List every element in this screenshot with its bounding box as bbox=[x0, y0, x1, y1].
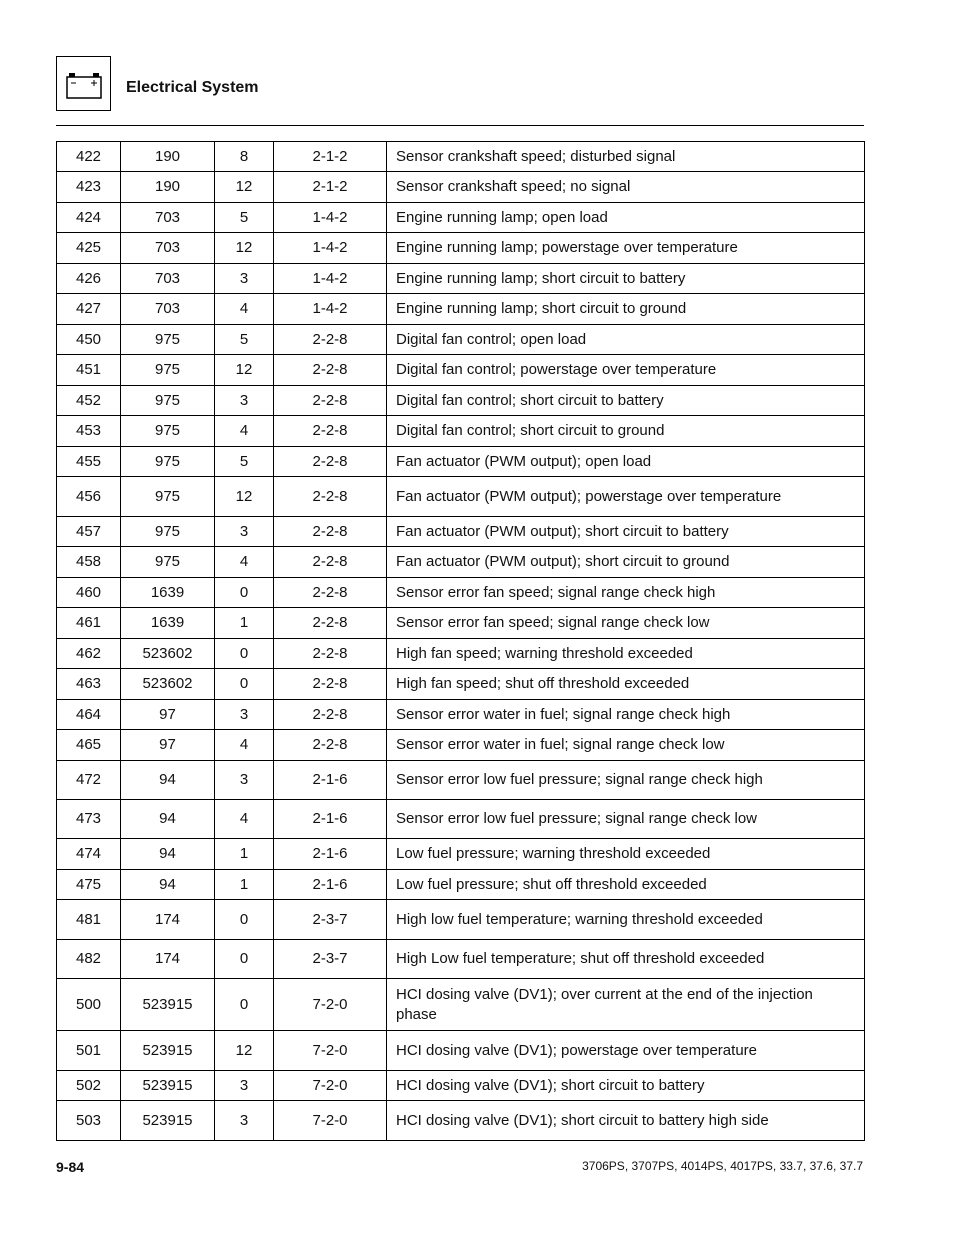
blink-code-cell: 2-3-7 bbox=[274, 900, 387, 940]
description-cell: High fan speed; shut off threshold exceeded bbox=[387, 669, 865, 700]
blink-code-cell: 7-2-0 bbox=[274, 1101, 387, 1141]
table-row bbox=[57, 386, 865, 416]
table-row bbox=[57, 578, 865, 608]
fmi-cell: 1 bbox=[215, 608, 274, 639]
fault-number-cell: 461 bbox=[57, 608, 121, 639]
blink-code-cell: 7-2-0 bbox=[274, 1071, 387, 1101]
page-number: 9-84 bbox=[56, 1159, 85, 1175]
fault-number-cell: 481 bbox=[57, 900, 121, 940]
fmi-cell: 3 bbox=[215, 700, 274, 730]
table-row bbox=[57, 294, 865, 325]
blink-code-cell: 2-2-8 bbox=[274, 355, 387, 386]
table-row bbox=[57, 477, 865, 517]
table-row bbox=[57, 639, 865, 669]
table-row bbox=[57, 416, 865, 447]
fault-number-cell: 451 bbox=[57, 355, 121, 386]
table-row bbox=[57, 355, 865, 386]
table-row bbox=[57, 142, 865, 172]
description-cell: Sensor error water in fuel; signal range check low bbox=[387, 730, 865, 761]
fmi-cell: 3 bbox=[215, 517, 274, 547]
blink-code-cell: 7-2-0 bbox=[274, 979, 387, 1031]
table-row bbox=[57, 608, 865, 639]
spn-cell: 523915 bbox=[121, 1101, 215, 1141]
fmi-cell: 5 bbox=[215, 447, 274, 477]
spn-cell: 523915 bbox=[121, 1071, 215, 1101]
table-row bbox=[57, 870, 865, 900]
fault-number-cell: 462 bbox=[57, 639, 121, 669]
fault-number-cell: 472 bbox=[57, 761, 121, 800]
spn-cell: 1639 bbox=[121, 578, 215, 608]
blink-code-cell: 2-1-6 bbox=[274, 800, 387, 839]
fault-number-cell: 482 bbox=[57, 940, 121, 979]
table-row bbox=[57, 839, 865, 870]
spn-cell: 975 bbox=[121, 416, 215, 447]
table-row bbox=[57, 1101, 865, 1141]
blink-code-cell: 2-2-8 bbox=[274, 517, 387, 547]
spn-cell: 975 bbox=[121, 355, 215, 386]
fault-number-cell: 450 bbox=[57, 325, 121, 355]
fmi-cell: 0 bbox=[215, 578, 274, 608]
fault-number-cell: 426 bbox=[57, 264, 121, 294]
spn-cell: 190 bbox=[121, 142, 215, 172]
fault-number-cell: 500 bbox=[57, 979, 121, 1031]
blink-code-cell: 2-2-8 bbox=[274, 730, 387, 761]
blink-code-cell: 2-2-8 bbox=[274, 386, 387, 416]
spn-cell: 523915 bbox=[121, 979, 215, 1031]
spn-cell: 94 bbox=[121, 870, 215, 900]
spn-cell: 174 bbox=[121, 940, 215, 979]
table-row bbox=[57, 700, 865, 730]
fault-number-cell: 425 bbox=[57, 233, 121, 264]
spn-cell: 523915 bbox=[121, 1031, 215, 1071]
description-cell: HCI dosing valve (DV1); short circuit to battery high side bbox=[387, 1101, 865, 1141]
fmi-cell: 12 bbox=[215, 172, 274, 203]
table-row bbox=[57, 940, 865, 979]
blink-code-cell: 2-3-7 bbox=[274, 940, 387, 979]
description-cell: Fan actuator (PWM output); open load bbox=[387, 447, 865, 477]
blink-code-cell: 7-2-0 bbox=[274, 1031, 387, 1071]
fmi-cell: 4 bbox=[215, 547, 274, 578]
fmi-cell: 5 bbox=[215, 325, 274, 355]
table-row bbox=[57, 325, 865, 355]
fault-number-cell: 464 bbox=[57, 700, 121, 730]
table-row bbox=[57, 761, 865, 800]
blink-code-cell: 2-2-8 bbox=[274, 639, 387, 669]
spn-cell: 703 bbox=[121, 294, 215, 325]
fault-number-cell: 453 bbox=[57, 416, 121, 447]
spn-cell: 523602 bbox=[121, 669, 215, 700]
spn-cell: 703 bbox=[121, 233, 215, 264]
description-cell: Digital fan control; short circuit to battery bbox=[387, 386, 865, 416]
description-cell: Sensor error fan speed; signal range check high bbox=[387, 578, 865, 608]
table-row bbox=[57, 264, 865, 294]
fault-number-cell: 465 bbox=[57, 730, 121, 761]
spn-cell: 174 bbox=[121, 900, 215, 940]
blink-code-cell: 1-4-2 bbox=[274, 294, 387, 325]
blink-code-cell: 2-2-8 bbox=[274, 416, 387, 447]
blink-code-cell: 2-2-8 bbox=[274, 608, 387, 639]
fault-number-cell: 463 bbox=[57, 669, 121, 700]
spn-cell: 523602 bbox=[121, 639, 215, 669]
description-cell: HCI dosing valve (DV1); short circuit to battery bbox=[387, 1071, 865, 1101]
table-row bbox=[57, 730, 865, 761]
description-cell: Engine running lamp; short circuit to ground bbox=[387, 294, 865, 325]
fmi-cell: 3 bbox=[215, 1101, 274, 1141]
blink-code-cell: 1-4-2 bbox=[274, 233, 387, 264]
description-cell: Engine running lamp; short circuit to battery bbox=[387, 264, 865, 294]
spn-cell: 190 bbox=[121, 172, 215, 203]
fault-number-cell: 423 bbox=[57, 172, 121, 203]
description-cell: HCI dosing valve (DV1); powerstage over temperature bbox=[387, 1031, 865, 1071]
description-cell: Low fuel pressure; shut off threshold exceeded bbox=[387, 870, 865, 900]
fmi-cell: 4 bbox=[215, 416, 274, 447]
description-cell: Digital fan control; open load bbox=[387, 325, 865, 355]
fmi-cell: 4 bbox=[215, 730, 274, 761]
blink-code-cell: 2-1-6 bbox=[274, 870, 387, 900]
table-row bbox=[57, 547, 865, 578]
table-row bbox=[57, 1031, 865, 1071]
model-list: 3706PS, 3707PS, 4014PS, 4017PS, 33.7, 37.6, 37.7 bbox=[582, 1159, 863, 1173]
blink-code-cell: 2-1-2 bbox=[274, 142, 387, 172]
table-row bbox=[57, 172, 865, 203]
fmi-cell: 12 bbox=[215, 233, 274, 264]
fault-number-cell: 422 bbox=[57, 142, 121, 172]
spn-cell: 94 bbox=[121, 800, 215, 839]
fmi-cell: 4 bbox=[215, 294, 274, 325]
header-rule bbox=[56, 125, 864, 126]
blink-code-cell: 2-2-8 bbox=[274, 547, 387, 578]
blink-code-cell: 2-2-8 bbox=[274, 325, 387, 355]
spn-cell: 975 bbox=[121, 447, 215, 477]
fmi-cell: 0 bbox=[215, 669, 274, 700]
fault-number-cell: 456 bbox=[57, 477, 121, 517]
description-cell: High low fuel temperature; warning threshold exceeded bbox=[387, 900, 865, 940]
table-row bbox=[57, 203, 865, 233]
fault-number-cell: 475 bbox=[57, 870, 121, 900]
description-cell: Fan actuator (PWM output); powerstage over temperature bbox=[387, 477, 865, 517]
description-cell: Fan actuator (PWM output); short circuit to battery bbox=[387, 517, 865, 547]
fault-number-cell: 473 bbox=[57, 800, 121, 839]
table-row bbox=[57, 517, 865, 547]
table-row bbox=[57, 233, 865, 264]
description-cell: Engine running lamp; powerstage over temperature bbox=[387, 233, 865, 264]
fmi-cell: 12 bbox=[215, 1031, 274, 1071]
description-cell: Sensor error fan speed; signal range check low bbox=[387, 608, 865, 639]
fmi-cell: 4 bbox=[215, 800, 274, 839]
description-cell: Sensor error water in fuel; signal range check high bbox=[387, 700, 865, 730]
description-cell: Sensor error low fuel pressure; signal range check low bbox=[387, 800, 865, 839]
table-row bbox=[57, 1071, 865, 1101]
fmi-cell: 0 bbox=[215, 900, 274, 940]
spn-cell: 94 bbox=[121, 839, 215, 870]
fmi-cell: 3 bbox=[215, 761, 274, 800]
blink-code-cell: 2-2-8 bbox=[274, 578, 387, 608]
section-icon-box bbox=[56, 56, 111, 111]
fmi-cell: 5 bbox=[215, 203, 274, 233]
section-title: Electrical System bbox=[126, 79, 259, 96]
description-cell: Digital fan control; short circuit to ground bbox=[387, 416, 865, 447]
spn-cell: 703 bbox=[121, 264, 215, 294]
blink-code-cell: 2-2-8 bbox=[274, 477, 387, 517]
fmi-cell: 1 bbox=[215, 870, 274, 900]
fault-number-cell: 424 bbox=[57, 203, 121, 233]
blink-code-cell: 2-2-8 bbox=[274, 447, 387, 477]
fmi-cell: 12 bbox=[215, 477, 274, 517]
description-cell: Digital fan control; powerstage over temperature bbox=[387, 355, 865, 386]
table-row bbox=[57, 447, 865, 477]
fault-code-rows bbox=[57, 142, 865, 1141]
description-cell: High fan speed; warning threshold exceeded bbox=[387, 639, 865, 669]
spn-cell: 97 bbox=[121, 700, 215, 730]
description-cell: Sensor error low fuel pressure; signal range check high bbox=[387, 761, 865, 800]
fmi-cell: 8 bbox=[215, 142, 274, 172]
table-row bbox=[57, 800, 865, 839]
fault-number-cell: 474 bbox=[57, 839, 121, 870]
fault-number-cell: 455 bbox=[57, 447, 121, 477]
fault-number-cell: 502 bbox=[57, 1071, 121, 1101]
spn-cell: 975 bbox=[121, 517, 215, 547]
battery-icon bbox=[66, 71, 102, 99]
table-row bbox=[57, 669, 865, 700]
fault-code-table bbox=[56, 141, 865, 1141]
spn-cell: 703 bbox=[121, 203, 215, 233]
fault-number-cell: 457 bbox=[57, 517, 121, 547]
description-cell: Low fuel pressure; warning threshold exceeded bbox=[387, 839, 865, 870]
blink-code-cell: 2-1-6 bbox=[274, 839, 387, 870]
fmi-cell: 1 bbox=[215, 839, 274, 870]
fmi-cell: 3 bbox=[215, 386, 274, 416]
fault-number-cell: 427 bbox=[57, 294, 121, 325]
spn-cell: 975 bbox=[121, 547, 215, 578]
description-cell: Engine running lamp; open load bbox=[387, 203, 865, 233]
blink-code-cell: 2-2-8 bbox=[274, 700, 387, 730]
fmi-cell: 0 bbox=[215, 639, 274, 669]
blink-code-cell: 1-4-2 bbox=[274, 203, 387, 233]
table-row bbox=[57, 900, 865, 940]
fault-number-cell: 501 bbox=[57, 1031, 121, 1071]
table-row bbox=[57, 979, 865, 1031]
blink-code-cell: 2-2-8 bbox=[274, 669, 387, 700]
spn-cell: 975 bbox=[121, 325, 215, 355]
spn-cell: 975 bbox=[121, 386, 215, 416]
fmi-cell: 0 bbox=[215, 940, 274, 979]
description-cell: Sensor crankshaft speed; disturbed signal bbox=[387, 142, 865, 172]
blink-code-cell: 1-4-2 bbox=[274, 264, 387, 294]
blink-code-cell: 2-1-2 bbox=[274, 172, 387, 203]
blink-code-cell: 2-1-6 bbox=[274, 761, 387, 800]
description-cell: HCI dosing valve (DV1); over current at the end of the injection phase bbox=[387, 979, 865, 1031]
description-cell: Sensor crankshaft speed; no signal bbox=[387, 172, 865, 203]
fmi-cell: 12 bbox=[215, 355, 274, 386]
fault-number-cell: 460 bbox=[57, 578, 121, 608]
spn-cell: 94 bbox=[121, 761, 215, 800]
spn-cell: 97 bbox=[121, 730, 215, 761]
fault-number-cell: 452 bbox=[57, 386, 121, 416]
fmi-cell: 3 bbox=[215, 264, 274, 294]
description-cell: High Low fuel temperature; shut off threshold exceeded bbox=[387, 940, 865, 979]
spn-cell: 1639 bbox=[121, 608, 215, 639]
fault-number-cell: 503 bbox=[57, 1101, 121, 1141]
fault-number-cell: 458 bbox=[57, 547, 121, 578]
description-cell: Fan actuator (PWM output); short circuit to ground bbox=[387, 547, 865, 578]
fmi-cell: 3 bbox=[215, 1071, 274, 1101]
spn-cell: 975 bbox=[121, 477, 215, 517]
fmi-cell: 0 bbox=[215, 979, 274, 1031]
